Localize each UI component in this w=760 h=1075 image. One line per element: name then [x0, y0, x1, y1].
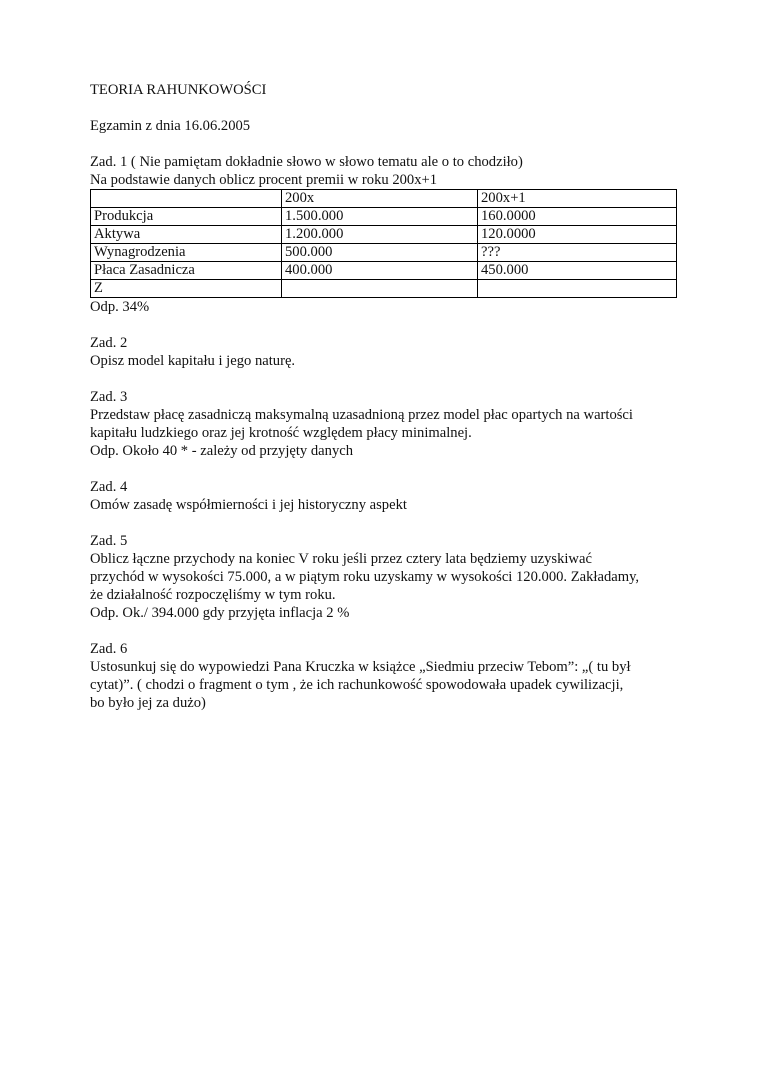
zad5-text-line: przychód w wysokości 75.000, a w piątym roku uzyskamy w wysokości 120.000. Zakładamy, — [90, 569, 640, 585]
table-cell: ??? — [478, 244, 677, 262]
exam-date: Egzamin z dnia 16.06.2005 — [90, 118, 251, 134]
zad6-text-line: bo było jej za dużo) — [90, 695, 206, 711]
zad2-heading: Zad. 2 — [90, 335, 128, 351]
table-row — [91, 244, 677, 262]
table-row — [91, 262, 677, 280]
document-page — [90, 81, 680, 712]
spacer — [90, 370, 680, 388]
zad1-instruction: Na podstawie danych oblicz procent premii w roku 200x+1 — [90, 172, 438, 188]
zad6-text-line: cytat)”. ( chodzi o fragment o tym , że ich rachunkowość spowodowała upadek cywilizacji, — [90, 677, 624, 693]
table-row — [91, 226, 677, 244]
zad3-answer: Odp. Około 40 * - zależy od przyjęty danych — [90, 443, 354, 459]
zad5-heading: Zad. 5 — [90, 533, 128, 549]
table-cell: Produkcja — [91, 208, 282, 226]
table-cell: Wynagrodzenia — [91, 244, 282, 262]
zad3-heading: Zad. 3 — [90, 389, 128, 405]
table-row — [91, 208, 677, 226]
zad5-text-line: że działalność rozpoczęliśmy w tym roku. — [90, 587, 336, 603]
spacer — [90, 514, 680, 532]
zad6-heading: Zad. 6 — [90, 641, 128, 657]
zad2-text: Opisz model kapitału i jego naturę. — [90, 353, 296, 369]
table-cell: 1.200.000 — [282, 226, 478, 244]
document-title: TEORIA RAHUNKOWOŚCI — [90, 82, 267, 98]
table-cell: Aktywa — [91, 226, 282, 244]
table-cell: 200x — [282, 190, 478, 208]
spacer — [90, 622, 680, 640]
table-cell: Z — [91, 280, 282, 298]
zad3-text-line: kapitału ludzkiego oraz jej krotność względem płacy minimalnej. — [90, 425, 472, 441]
table-cell: 1.500.000 — [282, 208, 478, 226]
table-header-row — [91, 190, 677, 208]
spacer — [90, 99, 680, 117]
table-row — [91, 280, 677, 298]
zad1-answer: Odp. 34% — [90, 299, 150, 315]
table-cell — [478, 280, 677, 298]
zad4-heading: Zad. 4 — [90, 479, 128, 495]
zad5-answer: Odp. Ok./ 394.000 gdy przyjęta inflacja 2 % — [90, 605, 350, 621]
zad6-text-line: Ustosunkuj się do wypowiedzi Pana Kruczka w książce „Siedmiu przeciw Tebom”: „( tu był — [90, 659, 631, 675]
table-cell: 160.0000 — [478, 208, 677, 226]
spacer — [90, 135, 680, 153]
table-cell: 200x+1 — [478, 190, 677, 208]
zad3-text-line: Przedstaw płacę zasadniczą maksymalną uzasadnioną przez model płac opartych na wartości — [90, 407, 633, 423]
zad4-text: Omów zasadę współmierności i jej historyczny aspekt — [90, 497, 407, 513]
spacer — [90, 460, 680, 478]
zad1-heading: Zad. 1 ( Nie pamiętam dokładnie słowo w słowo tematu ale o to chodziło) — [90, 154, 523, 170]
spacer — [90, 316, 680, 334]
zad5-text-line: Oblicz łączne przychody na koniec V roku jeśli przez cztery lata będziemy uzyskiwać — [90, 551, 592, 567]
table-cell: 450.000 — [478, 262, 677, 280]
table-cell — [91, 190, 282, 208]
table-cell: 400.000 — [282, 262, 478, 280]
table-cell: Płaca Zasadnicza — [91, 262, 282, 280]
premium-data-table — [90, 189, 677, 298]
table-cell — [282, 280, 478, 298]
table-cell: 120.0000 — [478, 226, 677, 244]
table-cell: 500.000 — [282, 244, 478, 262]
